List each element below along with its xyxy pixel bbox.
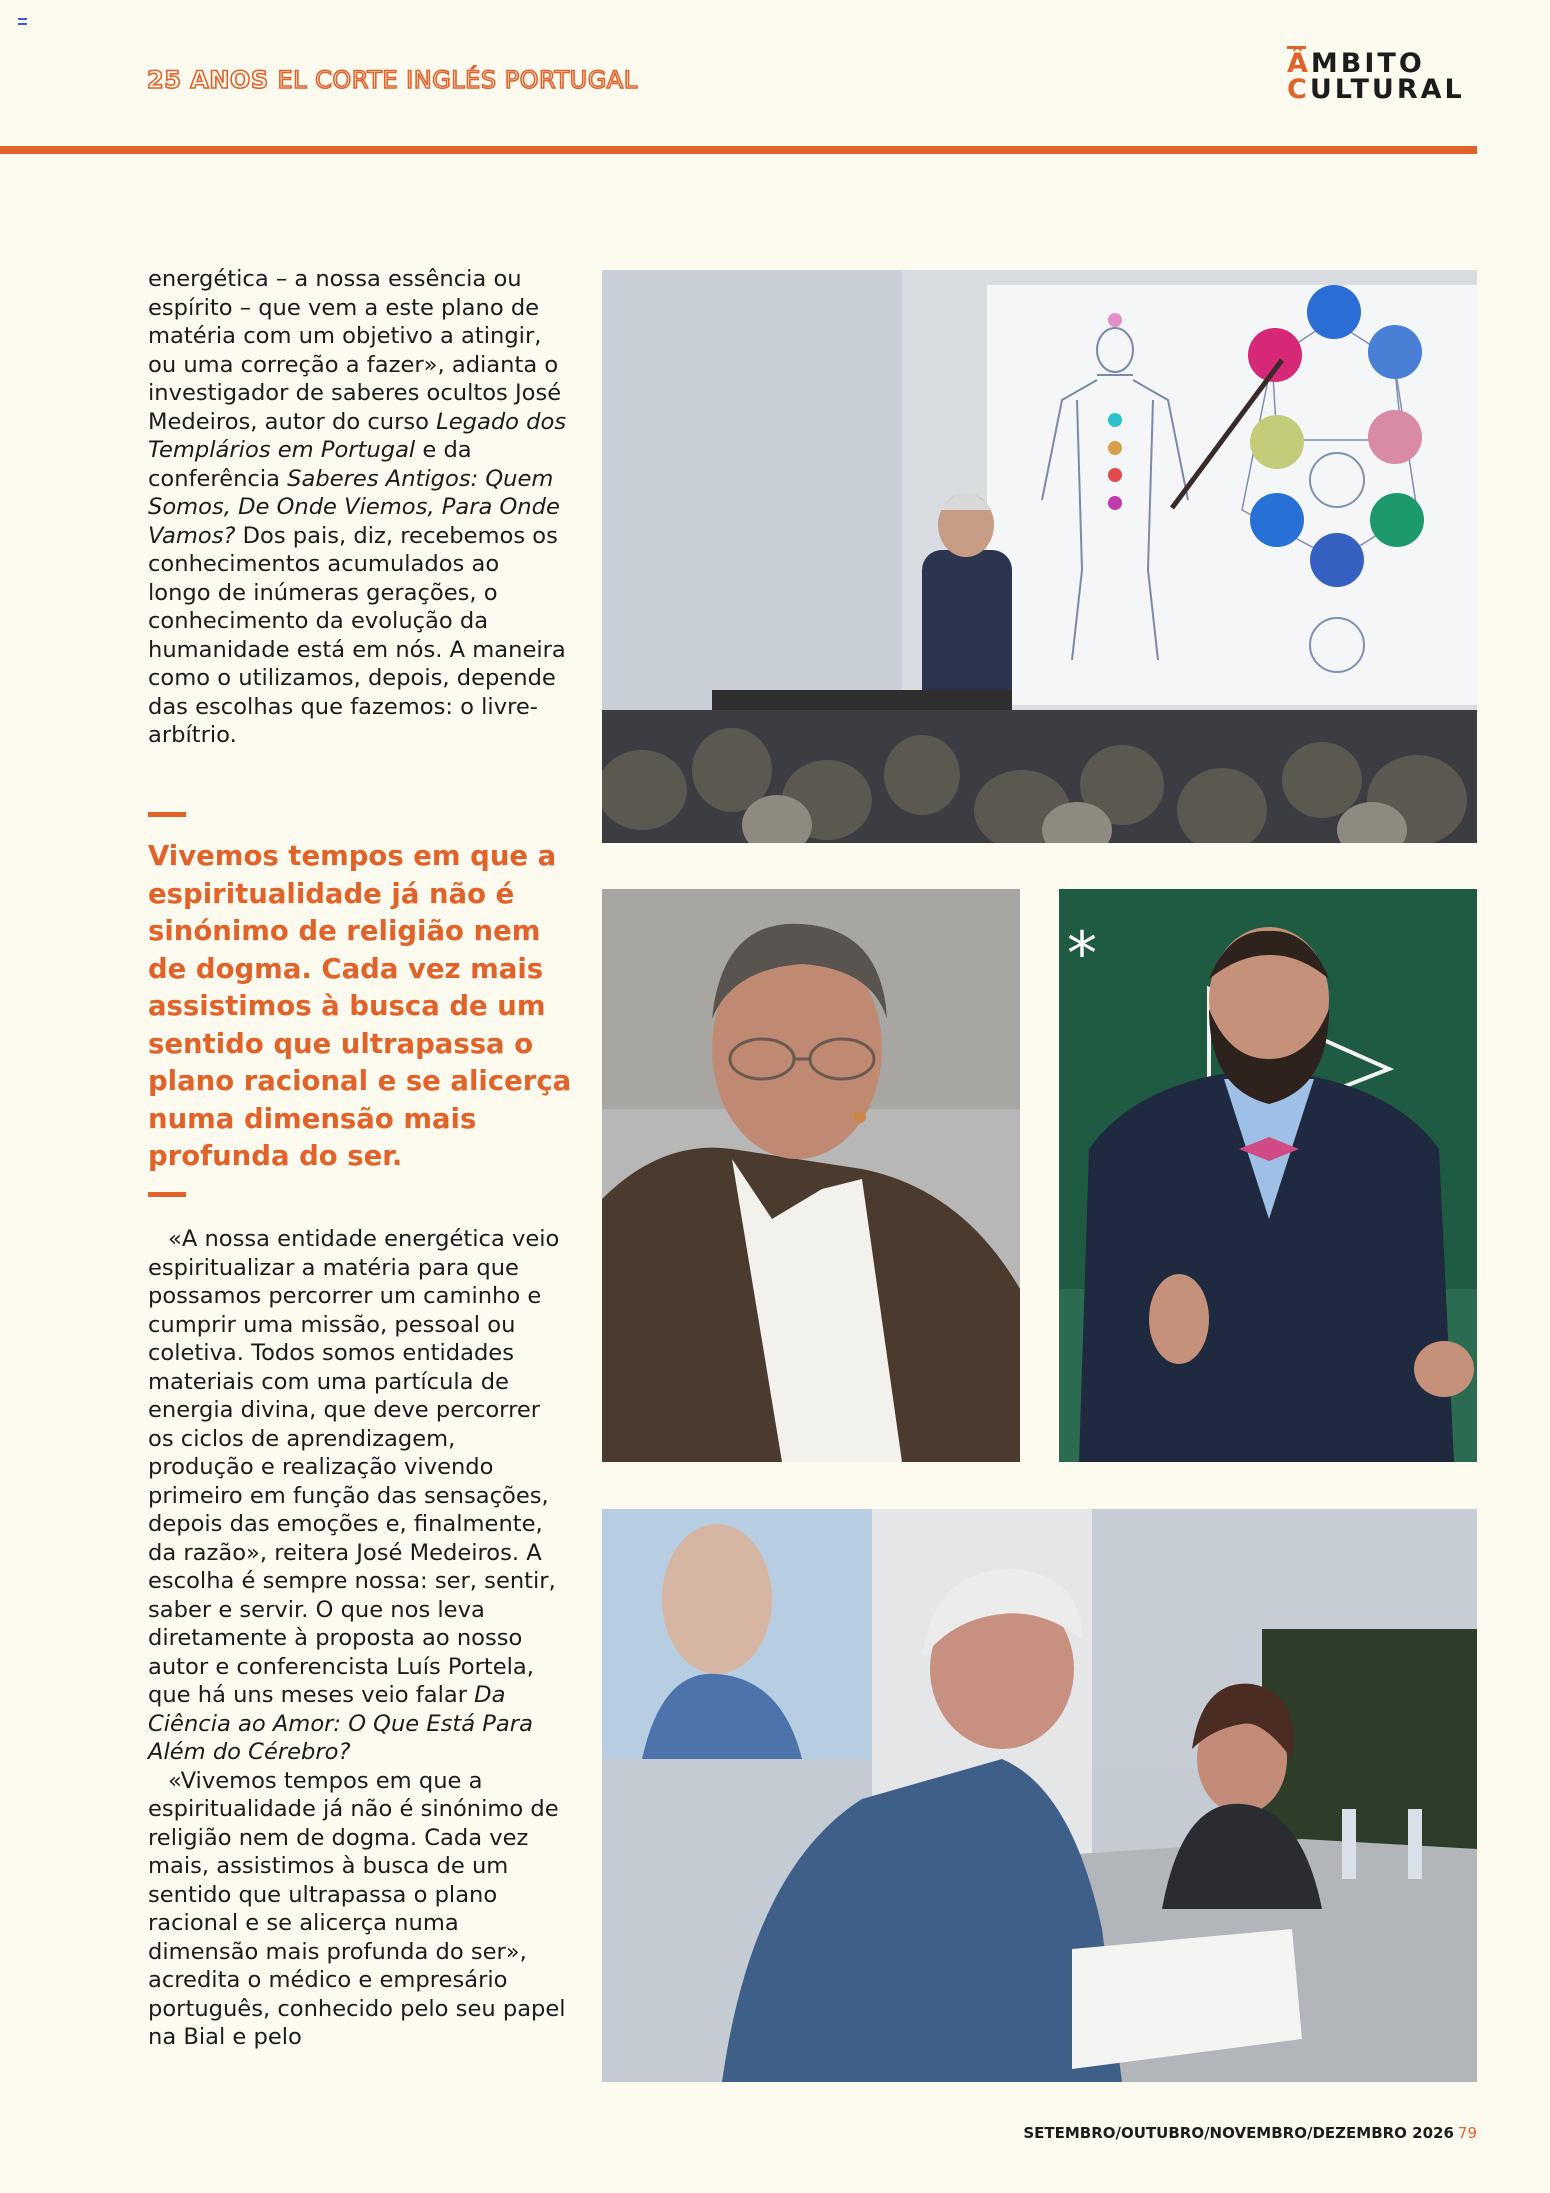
- page-footer: [1023, 2124, 1477, 2142]
- ambito-cultural-logo: [1287, 46, 1477, 106]
- article-paragraph-2: «A nossa entidade energética veio espiritualizar a matéria para que possamos percorrer um caminho e cumprir uma missão, pessoal ou coletiva. Todos somos entidades materiais com uma partícula de energia divina, que deve percorrer os ciclos de aprendizagem, produção e realização vivendo primeiro em função das sensações, depois das emoções e, finalmente, da razão», reitera José Medeiros. A escolha é sempre nossa: ser, sentir, saber e servir. O que nos leva diretamente à proposta ao nosso autor e conferencista Luís Portela, que há uns meses veio falar Da Ciência ao Amor: O Que Está Para Além do Cérebro? «Vivemos tempos em que a espiritualidade já não é sinónimo de religião nem de dogma. Cada vez mais, assistimos à busca de um sentido que ultrapassa o plano racional e se alicerça numa dimensão mais profunda do ser», acredita o médico e empresário português, conhecido pelo seu papel na Bial e pelo: [148, 1225, 568, 2052]
- article-paragraph-1: energética – a nossa essência ou espírito – que vem a este plano de matéria com um objetivo a atingir, ou uma correção a fazer», adianta o investigador de saberes ocultos José Medeiros, autor do curso Legado dos Templários em Portugal e da conferência Saberes Antigos: Quem Somos, De Onde Viemos, Para Onde Vamos? Dos pais, diz, recebemos os conhecimentos acumulados ao longo de inúmeras gerações, o conhecimento da evolução da humanidade está em nós. A maneira como o utilizamos, depois, depende das escolhas que fazemos: o livre-arbítrio.: [148, 266, 567, 748]
- logo-line-2: CULTURAL: [1287, 74, 1465, 105]
- header-rule: [0, 146, 1477, 154]
- article-paragraph-3: «Vivemos tempos em que a espiritualidade já não é sinónimo de religião nem de dogma. Cada vez mais, assistimos à busca de um sentido que ultrapassa o plano racional e se alicerça numa dimensão mais profunda do ser», acredita o médico e empresário português, conhecido pelo seu papel na Bial e pelo: [148, 1767, 566, 2050]
- menu-icon[interactable]: [18, 18, 27, 25]
- photo-bearded-speaker: [1059, 889, 1477, 1462]
- logo-line-1: ÂMBITO: [1287, 48, 1425, 79]
- pull-quote-dash-bottom: [148, 1192, 186, 1197]
- photo-book-signing: [602, 1509, 1477, 2082]
- section-title: [147, 66, 638, 94]
- photo-man-portrait: [602, 889, 1020, 1462]
- page-number: 79: [1457, 2124, 1477, 2142]
- issue-date: SETEMBRO/OUTUBRO/NOVEMBRO/DEZEMBRO 2026: [1023, 2124, 1454, 2142]
- pull-quote-dash-top: [148, 812, 186, 817]
- photo-lecture-presentation: [602, 270, 1477, 843]
- section-title-rest: EL CORTE INGLÉS PORTUGAL: [277, 66, 638, 94]
- section-title-strong: 25 ANOS: [147, 66, 269, 94]
- pull-quote: Vivemos tempos em que a espiritualidade já não é sinónimo de religião nem de dogma. Cada vez mais assistimos à busca de um sentido que ultrapassa o plano racional e se alicerça numa dimensão mais profunda do ser.: [148, 840, 572, 1172]
- svg-text:*: *: [1067, 919, 1097, 989]
